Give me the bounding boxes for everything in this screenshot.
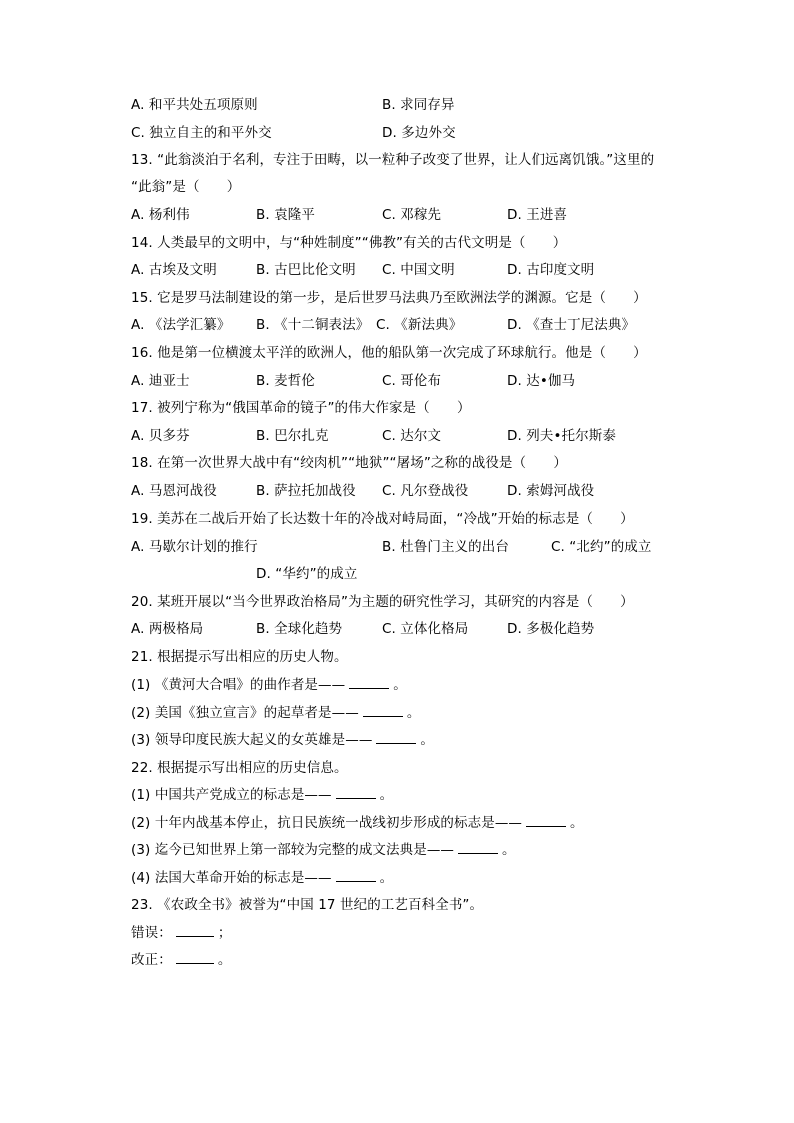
q16-option-b: B. 麦哲伦 [256,373,315,389]
q13-option-c: C. 邓稼先 [382,207,442,223]
q13-stem-cont: “此翁”是（ ） [131,179,241,195]
q20-option-d: D. 多极化趋势 [507,621,595,637]
q15-option-c: C. 《新法典》 [376,317,463,333]
answer-blank[interactable] [349,675,389,689]
q14-option-d: D. 古印度文明 [507,262,595,278]
q20-option-c: C. 立体化格局 [382,621,469,637]
answer-blank[interactable] [176,923,214,937]
q21-item-2-text: (2) 美国《独立宣言》的起草者是—— [131,705,359,721]
q18-option-d: D. 索姆河战役 [507,483,595,499]
q17-option-d: D. 列夫•托尔斯泰 [507,428,616,444]
q18-option-b: B. 萨拉托加战役 [256,483,356,499]
q22-item-1-end: 。 [379,787,394,803]
q21-stem: 21. 根据提示写出相应的历史人物。 [131,649,348,665]
q22-item-1 [131,783,393,807]
answer-blank[interactable] [363,703,403,717]
q17-stem: 17. 被列宁称为“俄国革命的镜子”的伟大作家是（ ） [131,400,471,416]
q16-option-c: C. 哥伦布 [382,373,442,389]
answer-blank[interactable] [458,840,498,854]
q17-option-c: C. 达尔文 [382,428,442,444]
q18-stem: 18. 在第一次世界大战中有“绞肉机”“地狱”“屠场”之称的战役是（ ） [131,455,567,471]
q14-option-c: C. 中国文明 [382,262,455,278]
q17-option-a: A. 贝多芬 [131,428,190,444]
q19-option-d: D. “华约”的成立 [256,566,358,582]
q15-option-a: A. 《法学汇纂》 [131,317,231,333]
q19-option-b: B. 杜鲁门主义的出台 [382,539,509,555]
q15-option-b: B. 《十二铜表法》 [256,317,370,333]
q21-item-2-end: 。 [406,705,421,721]
q19-option-c: C. “北约”的成立 [551,539,652,555]
q15-option-d: D. 《查士丁尼法典》 [507,317,636,333]
q23-error-label: 错误： [131,925,172,941]
q23-error-end: ； [217,925,232,941]
q19-option-a: A. 马歇尔计划的推行 [131,539,258,555]
q21-item-1 [131,673,407,697]
q23-error-row [131,921,231,945]
q21-item-3 [131,728,434,752]
q21-item-2 [131,701,420,725]
q22-item-4-text: (4) 法国大革命开始的标志是—— [131,870,332,886]
q21-item-1-end: 。 [393,677,407,693]
q12-option-a: A. 和平共处五项原则 [131,97,258,113]
answer-blank[interactable] [336,868,376,882]
q12-option-b: B. 求同存异 [382,97,455,113]
q14-option-a: A. 古埃及文明 [131,262,217,278]
q12-option-c: C. 独立自主的和平外交 [131,125,272,141]
q23-stem: 23. 《农政全书》被誉为“中国 17 世纪的工艺百科全书”。 [131,897,484,913]
q16-stem: 16. 他是第一位横渡太平洋的欧洲人，他的船队第一次完成了环球航行。他是（ ） [131,345,647,361]
q23-fix-label: 改正： [131,952,172,968]
q22-item-2-end: 。 [570,815,584,831]
q22-item-4 [131,866,393,890]
q21-item-1-text: (1) 《黄河大合唱》的曲作者是—— [131,677,346,693]
q22-item-1-text: (1) 中国共产党成立的标志是—— [131,787,332,803]
q22-stem: 22. 根据提示写出相应的历史信息。 [131,760,348,776]
q18-option-a: A. 马恩河战役 [131,483,217,499]
q21-item-3-text: (3) 领导印度民族大起义的女英雄是—— [131,732,373,748]
q12-option-d: D. 多边外交 [382,125,456,141]
q13-option-a: A. 杨利伟 [131,207,190,223]
q15-stem: 15. 它是罗马法制建设的第一步，是后世罗马法典乃至欧洲法学的渊源。它是（ ） [131,290,647,306]
q14-stem: 14. 人类最早的文明中，与“种姓制度”“佛教”有关的古代文明是（ ） [131,235,567,251]
q16-option-d: D. 达•伽马 [507,373,576,389]
q22-item-3-end: 。 [502,842,516,858]
q22-item-2-text: (2) 十年内战基本停止，抗日民族统一战线初步形成的标志是—— [131,815,523,831]
q13-option-b: B. 袁隆平 [256,207,315,223]
q22-item-3-text: (3) 迄今已知世界上第一部较为完整的成文法典是—— [131,842,455,858]
q19-stem: 19. 美苏在二战后开始了长达数十年的冷战对峙局面，“冷战”开始的标志是（ ） [131,511,634,527]
q20-option-b: B. 全球化趋势 [256,621,343,637]
answer-blank[interactable] [526,813,566,827]
answer-blank[interactable] [176,950,214,964]
q13-option-d: D. 王进喜 [507,207,568,223]
q17-option-b: B. 巴尔扎克 [256,428,329,444]
q16-option-a: A. 迪亚士 [131,373,190,389]
answer-blank[interactable] [376,730,416,744]
q20-stem: 20. 某班开展以“当今世界政治格局”为主题的研究性学习，其研究的内容是（ ） [131,594,634,610]
q13-stem: 13. “此翁淡泊于名利，专注于田畴，以一粒种子改变了世界，让人们远离饥饿。”这里的 [131,152,655,168]
q20-option-a: A. 两极格局 [131,621,204,637]
q18-option-c: C. 凡尔登战役 [382,483,469,499]
q22-item-3 [131,838,516,862]
q22-item-4-end: 。 [379,870,394,886]
q14-option-b: B. 古巴比伦文明 [256,262,356,278]
answer-blank[interactable] [336,785,376,799]
q23-fix-end: 。 [217,952,232,968]
q22-item-2 [131,811,584,835]
q21-item-3-end: 。 [420,732,435,748]
q23-fix-row [131,948,231,972]
